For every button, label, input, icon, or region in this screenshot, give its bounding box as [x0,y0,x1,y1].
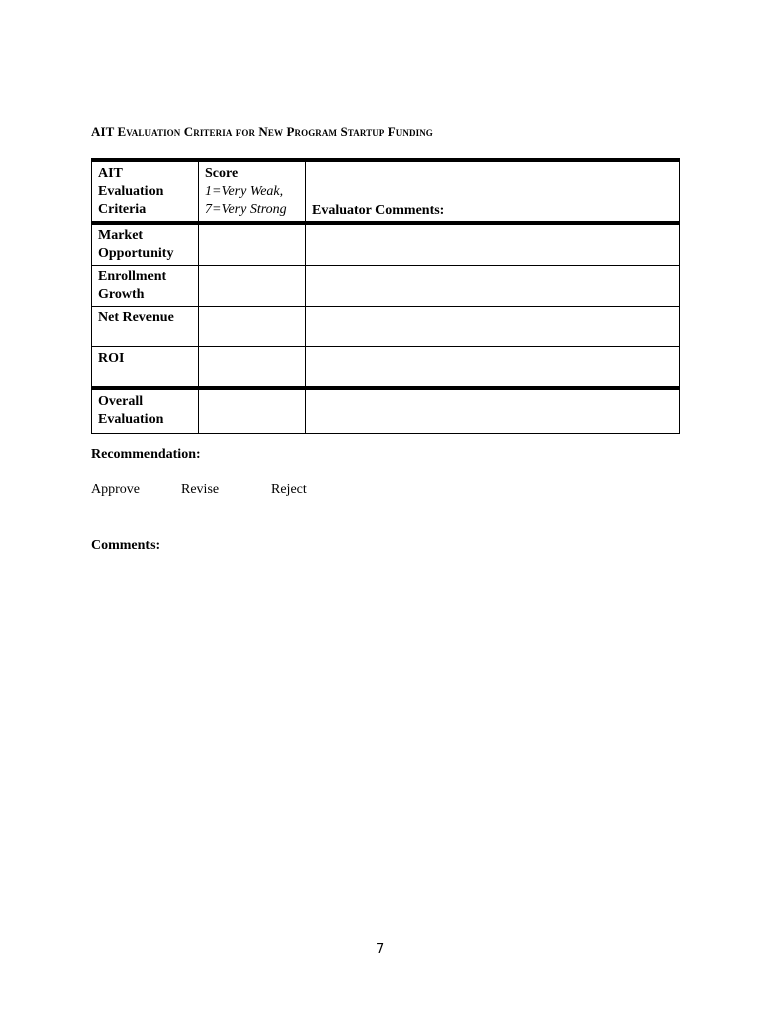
score-cell[interactable] [199,307,306,347]
score-cell[interactable] [199,223,306,266]
criteria-cell: ROI [92,347,199,389]
score-cell[interactable] [199,347,306,389]
score-scale-line: 1=Very Weak, [205,184,284,199]
table-row [92,266,680,307]
table-row [92,307,680,347]
criteria-cell: Net Revenue [92,307,199,347]
table-row [92,223,680,266]
recommendation-option-revise[interactable]: Revise [181,482,220,497]
comments-cell[interactable] [306,388,680,434]
evaluation-table [91,158,680,434]
criteria-header-line: Evaluation [98,184,164,199]
criteria-cell: Overall Evaluation [92,388,199,434]
score-cell[interactable] [199,266,306,307]
evaluator-comments-header: Evaluator Comments: [306,160,680,223]
table-row [92,347,680,389]
recommendation-option-approve[interactable]: Approve [91,482,140,497]
overall-evaluation-row [92,388,680,434]
comments-cell[interactable] [306,307,680,347]
comments-cell[interactable] [306,347,680,389]
score-header [199,160,306,223]
criteria-header [92,160,199,223]
page-number: 7 [376,942,385,957]
criteria-header-line: AIT [98,166,123,181]
comments-label: Comments: [91,538,161,553]
score-cell[interactable] [199,388,306,434]
table-header-row [92,160,680,223]
criteria-cell: Enrollment Growth [92,266,199,307]
score-scale-line: 7=Very Strong [205,202,287,217]
recommendation-option-reject[interactable]: Reject [271,482,307,497]
criteria-header-line: Criteria [98,202,147,217]
document-title: AIT Evaluation Criteria for New Program Startup Funding [91,124,433,139]
comments-cell[interactable] [306,223,680,266]
criteria-cell: Market Opportunity [92,223,199,266]
comments-cell[interactable] [306,266,680,307]
score-header-title: Score [205,166,239,181]
recommendation-label: Recommendation: [91,447,201,462]
